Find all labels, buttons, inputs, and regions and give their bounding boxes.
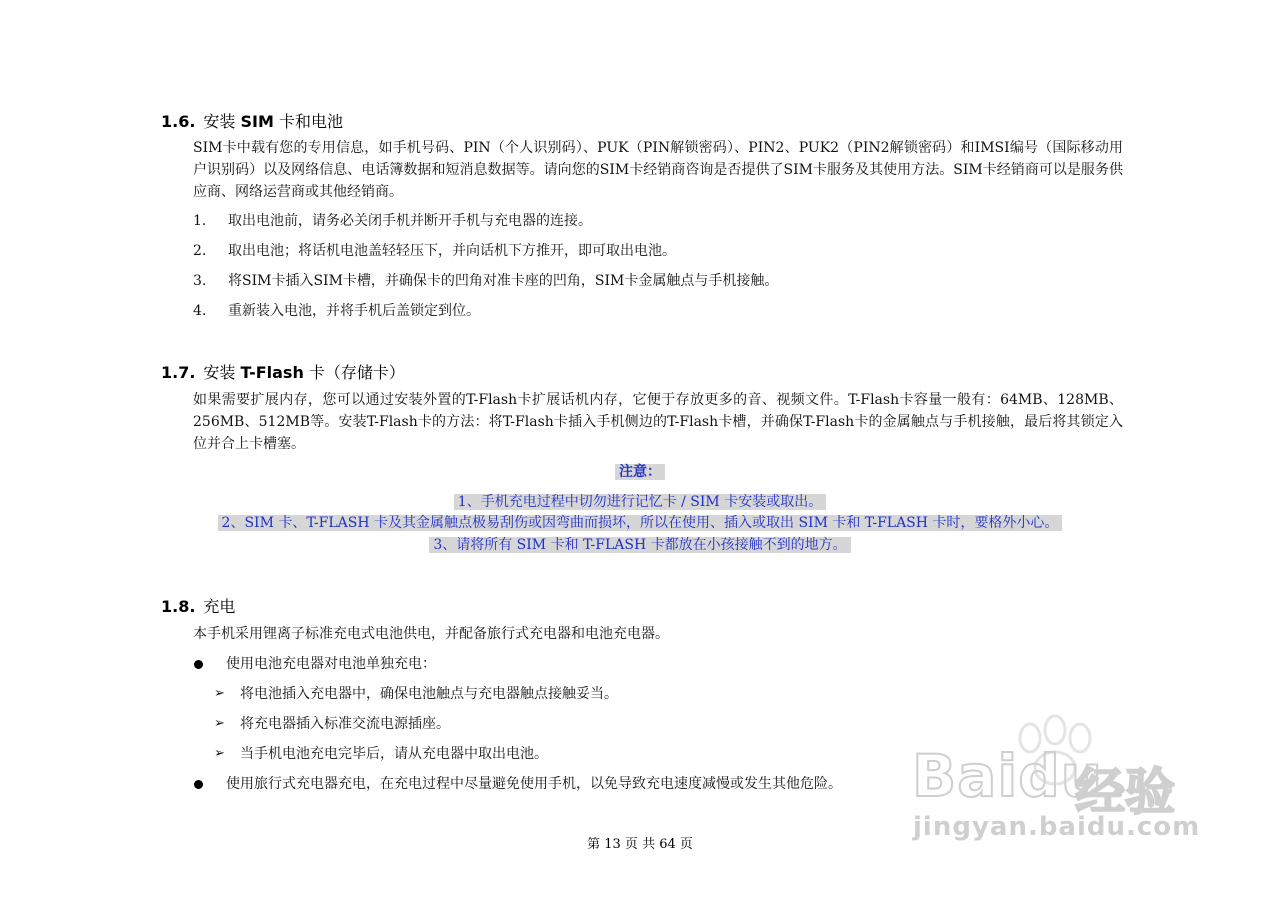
watermark-url: jingyan.baidu.com [913, 812, 1201, 842]
step-text: 取出电池；将话机电池盖轻轻压下，并向话机下方推开，即可取出电池。 [228, 243, 676, 259]
section-heading-1-7 [161, 360, 405, 383]
title-part: 安装 [203, 363, 241, 382]
note-line-text: 1、手机充电过程中切勿进行记忆卡 / SIM 卡安装或取出。 [454, 494, 826, 510]
sub-item-text: 当手机电池充电完毕后，请从充电器中取出电池。 [240, 746, 548, 762]
section-title [203, 112, 343, 131]
arrow-bullet-icon: ➢ [214, 686, 225, 701]
step-number: 1. [193, 213, 207, 229]
note-line-text: 2、SIM 卡、T-FLASH 卡及其金属触点极易刮伤或因弯曲而损坏，所以在使用、插入或取出 SIM 卡和 T-FLASH 卡时，要格外小心。 [218, 515, 1063, 531]
note-line-text: 3、请将所有 SIM 卡和 T-FLASH 卡都放在小孩接触不到的地方。 [429, 537, 850, 553]
note-title [0, 462, 1280, 482]
section-number: 1.6. [161, 112, 196, 131]
bullet-icon [194, 780, 203, 789]
title-part: 卡（存储卡） [303, 363, 405, 382]
sub-item-text: 将充电器插入标准交流电源插座。 [240, 716, 450, 732]
step-text: 将SIM卡插入SIM卡槽，并确保卡的凹角对准卡座的凹角，SIM卡金属触点与手机接触。 [228, 273, 779, 289]
bullet-icon [194, 660, 203, 669]
section-title [203, 363, 405, 382]
section-heading-1-6 [161, 109, 343, 132]
section-title: 充电 [203, 597, 236, 616]
bullet-text: 使用电池充电器对电池单独充电： [226, 656, 436, 672]
step-number: 2. [193, 243, 207, 259]
note-line [0, 492, 1280, 512]
sub-item-text: 将电池插入充电器中，确保电池触点与充电器触点接触妥当。 [240, 686, 618, 702]
step-number: 3. [193, 273, 207, 289]
section-paragraph: 如果需要扩展内存，您可以通过安装外置的T-Flash卡扩展话机内存，它便于存放更多的音、视频文件。T-Flash卡容量一般有：64MB、128MB、256MB、512MB等。安装T-Flash卡的方法：将T-Flash卡插入手机侧边的T-Flash卡槽，并确保T-Flash卡的金属触点与手机接触，最后将其锁定入位并合上卡槽塞。 [193, 392, 1123, 452]
page-footer: 第 13 页 共 64 页 [587, 837, 693, 852]
watermark-cn: 经验 [1075, 763, 1175, 821]
note-line [0, 535, 1280, 555]
step-text: 重新装入电池，并将手机后盖锁定到位。 [228, 303, 480, 319]
note-title-text: 注意： [615, 464, 665, 480]
step-text: 取出电池前，请务必关闭手机并断开手机与充电器的连接。 [228, 213, 592, 229]
title-part-bold: SIM [240, 112, 274, 131]
section-intro: 本手机采用锂离子标准充电式电池供电，并配备旅行式充电器和电池充电器。 [193, 626, 669, 642]
section-paragraph: SIM卡中载有您的专用信息，如手机号码、PIN（个人识别码）、PUK（PIN解锁密码）、PIN2、PUK2（PIN2解锁密码）和IMSI编号（国际移动用户识别码）以及网络信息、电话簿数据和短消息数据等。请向您的SIM卡经销商咨询是否提供了SIM卡服务及其使用方法。SIM卡经销商可以是服务供应商、网络运营商或其他经销商。 [193, 140, 1123, 200]
note-line [0, 513, 1280, 533]
section-number: 1.8. [161, 597, 196, 616]
section-heading-1-8 [161, 594, 235, 617]
title-part-bold: T-Flash [240, 363, 304, 382]
section-number: 1.7. [161, 363, 196, 382]
arrow-bullet-icon: ➢ [214, 716, 225, 731]
step-number: 4. [193, 303, 207, 319]
watermark-brand: Baidu [912, 742, 1104, 810]
bullet-text: 使用旅行式充电器充电，在充电过程中尽量避免使用手机，以免导致充电速度减慢或发生其他危险。 [226, 776, 842, 792]
arrow-bullet-icon: ➢ [214, 746, 225, 761]
title-part: 安装 [203, 112, 241, 131]
title-part: 卡和电池 [273, 112, 344, 131]
